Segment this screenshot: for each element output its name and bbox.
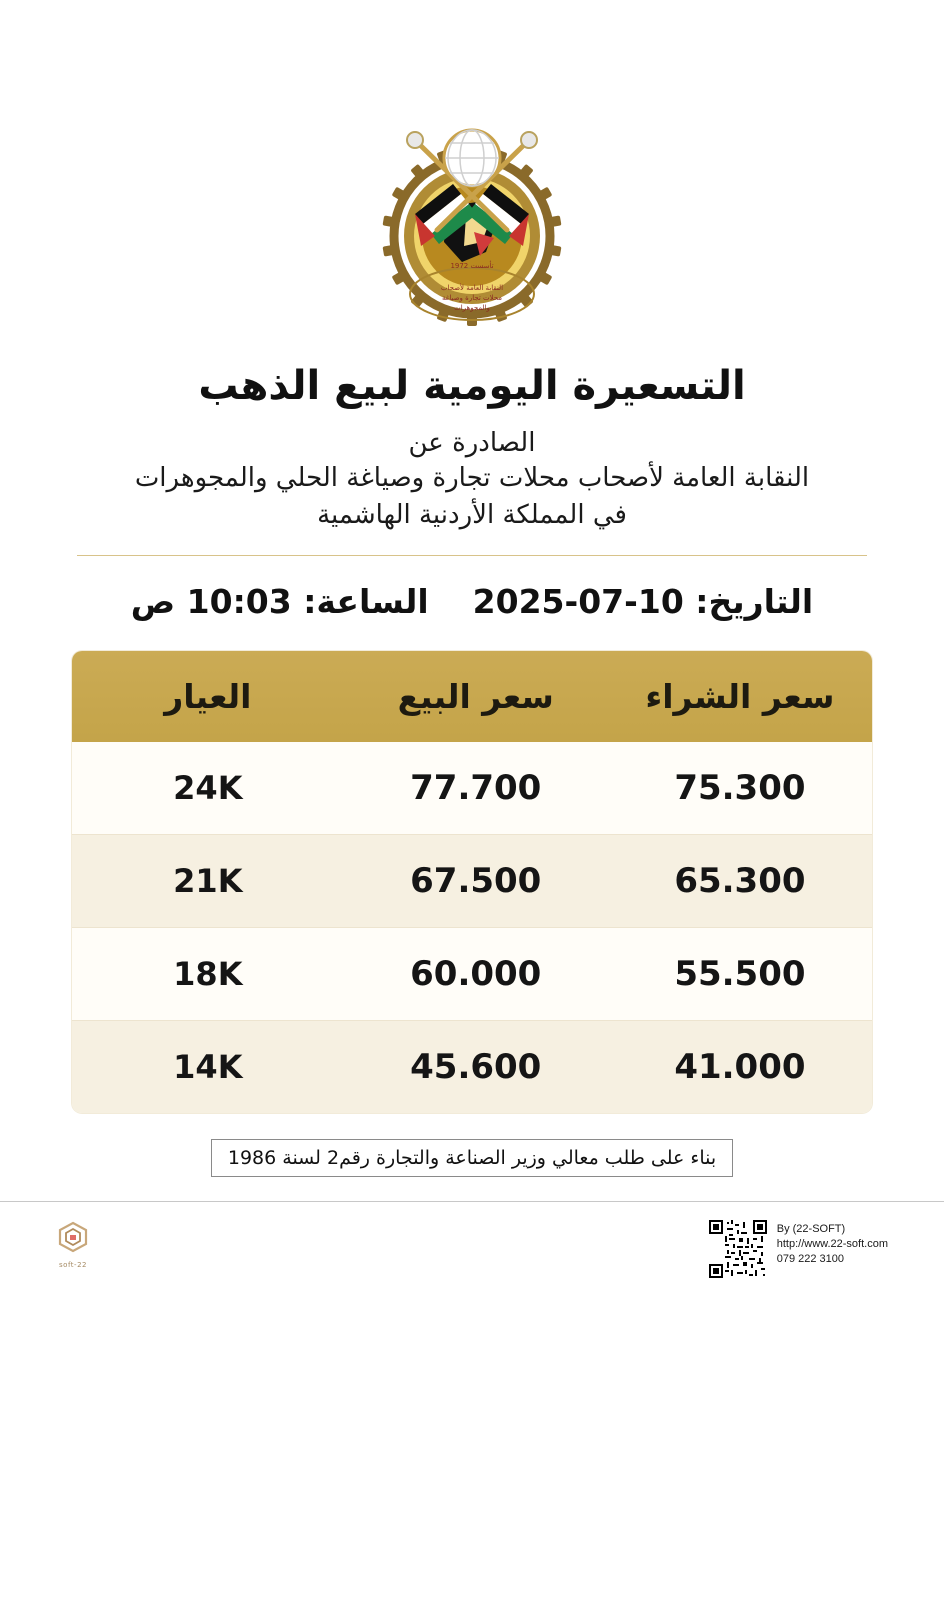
legal-note: بناء على طلب معالي وزير الصناعة والتجارة رقم2 لسنة 1986 (211, 1139, 733, 1177)
date-value: 10-07-2025 (472, 582, 684, 622)
cube-icon (56, 1220, 90, 1258)
table-row (72, 1021, 872, 1114)
footer-contact-block (709, 1220, 888, 1278)
date-label: التاريخ: (695, 582, 814, 622)
subtitle-organization: النقابة العامة لأصحاب محلات تجارة وصياغة الحلي والمجوهرات (134, 463, 810, 494)
price-table-head (72, 651, 872, 742)
footer-by: By (22-SOFT) (776, 1223, 846, 1236)
price-table-container (72, 651, 872, 1113)
brand-logo-block (56, 1220, 90, 1269)
table-header-row (72, 651, 872, 742)
table-row (72, 928, 872, 1021)
footer (0, 1202, 944, 1599)
svg-text:النقابة العامة لأصحاب: النقابة العامة لأصحاب (440, 284, 504, 292)
cell-karat: 18K (72, 928, 344, 1021)
cell-sell-price: 67.500 (344, 835, 608, 928)
time-value: 10:03 ص (130, 582, 292, 622)
title-block (0, 362, 944, 533)
cell-karat: 14K (72, 1021, 344, 1114)
qr-code (709, 1220, 767, 1278)
emblem-container (0, 118, 944, 348)
cell-karat: 21K (72, 835, 344, 928)
subtitle-country: في المملكة الأردنية الهاشمية (317, 500, 627, 531)
jordan-jewellers-syndicate-emblem (357, 118, 587, 348)
cell-buy-price: 55.500 (608, 928, 872, 1021)
column-header-karat: العيار (72, 651, 344, 742)
price-table (72, 651, 872, 1113)
header-divider (77, 555, 867, 556)
column-header-sell: سعر البيع (344, 651, 608, 742)
footer-website[interactable]: http://www.22-soft.com (776, 1238, 888, 1251)
table-row (72, 742, 872, 835)
svg-text:تأسست 1972: تأسست 1972 (450, 262, 494, 270)
page-title: التسعيرة اليومية لبيع الذهب (198, 363, 746, 409)
brand-caption: 22-soft (59, 1261, 87, 1270)
cell-buy-price: 41.000 (608, 1021, 872, 1114)
footer-phone: 079 222 3100 (776, 1252, 845, 1265)
table-row (72, 835, 872, 928)
cell-buy-price: 75.300 (608, 742, 872, 835)
cell-sell-price: 45.600 (344, 1021, 608, 1114)
column-header-buy: سعر الشراء (608, 651, 872, 742)
footer-contact-text (777, 1220, 888, 1267)
cell-sell-price: 60.000 (344, 928, 608, 1021)
svg-text:محلات تجارة وصياغة: محلات تجارة وصياغة (441, 294, 503, 302)
time-label: الساعة: (303, 582, 429, 622)
date-segment (473, 582, 814, 621)
cell-karat: 24K (72, 742, 344, 835)
cell-sell-price: 77.700 (344, 742, 608, 835)
time-segment (131, 582, 429, 621)
date-time-row (0, 582, 944, 621)
price-table-body (72, 742, 872, 1113)
note-container (0, 1139, 944, 1177)
subtitle-issued-by: الصادرة عن (408, 428, 536, 458)
cell-buy-price: 65.300 (608, 835, 872, 928)
svg-text:والمجوهرات: والمجوهرات (454, 304, 490, 312)
